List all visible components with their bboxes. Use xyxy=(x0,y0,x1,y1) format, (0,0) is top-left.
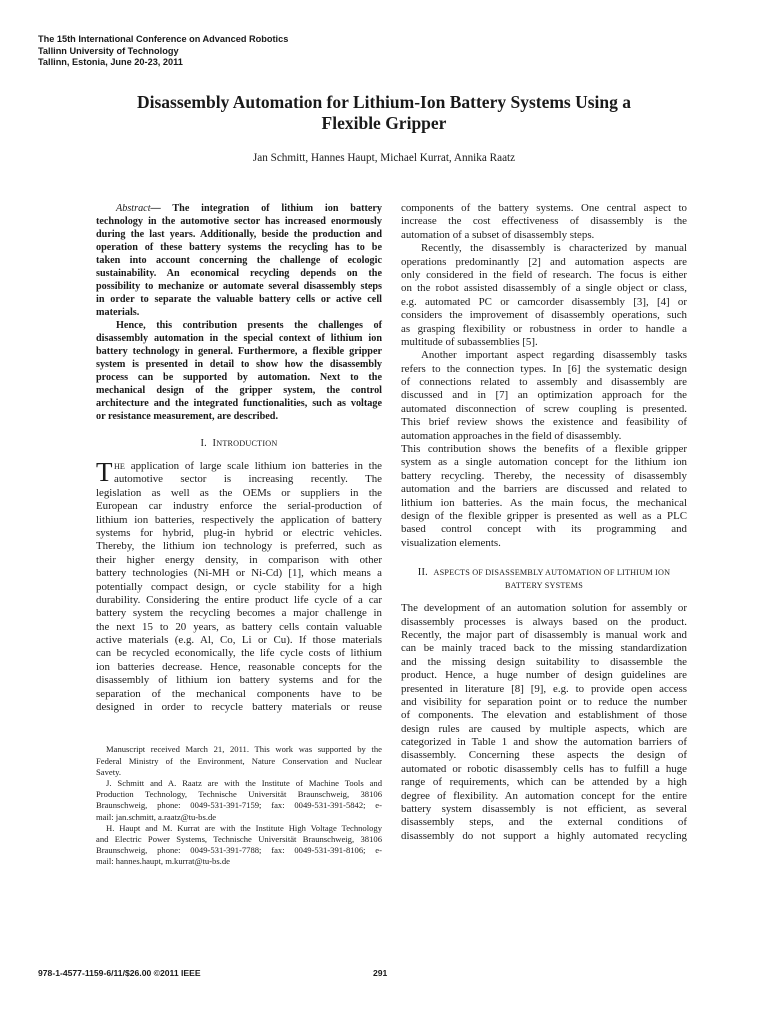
right-p1 xyxy=(401,202,687,242)
text-line: Braunschweig, phone: 0049-531-391-7159; fax: 0049-531-391-5842; e- xyxy=(96,800,382,811)
text-line: presented in literature [8] [9], e.g. to provide open access xyxy=(401,682,687,695)
text-line: Recently, the major part of disassembly is manual work and xyxy=(401,628,687,641)
text-line: battery technology in general. Furthermore, a flexible gripper xyxy=(96,346,382,357)
text-line: Thereby, the lithium ion technology is preferred, such as xyxy=(96,540,382,553)
text-line: Federal Ministry of the Environment, Nature Conservation and Nuclear xyxy=(96,755,382,766)
right-column xyxy=(401,202,687,843)
text-line: battery recycling. Thereby, the necessity of disassembly xyxy=(401,469,687,482)
text-line: possibility to mechanize or automate several disassembly steps xyxy=(96,281,382,292)
text-line: automation of a subset of disassembly steps. xyxy=(401,228,595,241)
text-line: automated or robotic disassembly cells has to fulfill a huge xyxy=(401,762,687,775)
abstract-label: Abstract xyxy=(116,203,151,214)
text-line: degree of flexibility. An automation concept for the entire xyxy=(401,789,687,802)
text-line: discussed and in [7] an optimization approach for the xyxy=(401,389,687,402)
text-line: system is presented in detail to show how the disassembly xyxy=(96,359,382,370)
abstract-p2 xyxy=(96,319,382,423)
text-line: designed in order to recycle battery materials or reuse xyxy=(96,701,382,714)
text-line: battery technologies (Ni-MH or Ni-Cd) [1], which means a xyxy=(96,567,382,580)
text-line: legislation as well as the OEMs or suppliers in the xyxy=(96,486,382,499)
text-line: and visibility for separation point or to reduce the number xyxy=(401,695,687,708)
title-line: Disassembly Automation for Lithium-Ion Battery Systems Using a xyxy=(136,92,632,112)
text-line: as grasping flexibility or robustness in order to handle a xyxy=(401,322,687,335)
text-line: design rules are caused by multiple aspects, which are xyxy=(401,722,687,735)
text-line: e.g. automated PC or camcorder disassembly [3], [4] or xyxy=(401,295,687,308)
body-line: HE application of large scale lithium ion batteries in the xyxy=(114,460,382,472)
conference-name: The 15th International Conference on Advanced Robotics xyxy=(38,34,289,44)
text-line: of connections related to assembly and disassembly are xyxy=(401,376,687,389)
text-line: potentially compact design, or cycle stability for a high xyxy=(96,580,382,593)
text-line: Hence, this contribution presents the challenges of xyxy=(116,320,382,331)
text-line: considers the improvement of disassembly operations, such xyxy=(401,309,687,322)
text-line: their higher energy density, in comparison with other xyxy=(96,553,382,566)
text-line: Production Technology, Technische Universität Braunschweig, 38106 xyxy=(96,789,382,800)
text-line: automation and the barriers are discussed and related to xyxy=(401,483,687,496)
text-line: Savety. xyxy=(96,766,121,777)
drop-cap: T xyxy=(96,457,113,487)
text-line: active materials (e.g. Al, Co, Li or Cu). If those materials xyxy=(96,634,382,647)
left-column xyxy=(96,202,382,867)
text-line: Another important aspect regarding disassembly tasks xyxy=(421,349,687,362)
text-line: J. Schmitt and A. Raatz are with the Institute of Machine Tools and xyxy=(106,777,382,788)
text-line: mechanical design of the gripper system, the control xyxy=(96,385,382,396)
text-line: process can be supported by automation. Next to the xyxy=(96,372,382,383)
text-line: The development of an automation solution for assembly or xyxy=(401,602,687,615)
text-line: and the missing design suitability to disassemble the xyxy=(401,655,687,668)
text-line: automation approaches in the field of disassembly. xyxy=(401,429,622,442)
body-line: automotive sector is increasing recently. The xyxy=(114,473,382,486)
text-line: operations predominantly [2] and automation aspects are xyxy=(401,255,687,268)
right-p2 xyxy=(401,242,687,349)
text-line: can be recycled economically, the life cycle costs of lithium xyxy=(96,647,382,660)
text-line: visualization elements. xyxy=(401,536,501,549)
text-line: based control concept with its programming and xyxy=(401,523,687,536)
text-line: during the last years. Additionally, beside the production and xyxy=(96,229,382,240)
text-line: only considered in the field of research. The focus is either xyxy=(401,268,687,281)
text-line: durability. Considering the entire product life cycle of a car xyxy=(96,593,382,606)
text-line: mail: hannes.haupt, m.kurrat@tu-bs.de xyxy=(96,856,230,867)
intro-paragraph xyxy=(96,457,382,714)
text-line: of components. The elevation and establishment of those xyxy=(401,709,687,722)
text-line: battery system the recycling becomes a major challenge in xyxy=(96,607,382,620)
title-line: Flexible Gripper xyxy=(321,113,447,133)
text-line: in order to separate the valuable battery cells or active cell xyxy=(96,294,382,305)
paper-title xyxy=(60,92,708,134)
text-line: Recently, the disassembly is characterized by manual xyxy=(421,242,687,255)
text-line: architecture and the integrated functionalities, such as voltage xyxy=(96,398,382,409)
text-line: disassembly automation in the special context of lithium ion xyxy=(96,333,382,344)
text-line: technology in the automotive sector has increased enormously xyxy=(96,216,382,227)
text-line: sustainability. An economical recycling depends on the xyxy=(96,268,382,279)
text-line: range of requirements, which can be attended by a high xyxy=(401,776,687,789)
text-line: and Electric Power Systems, Technische Universität Braunschweig, 38106 xyxy=(96,833,382,844)
text-line: This brief review shows the existence and feasibility of xyxy=(401,416,687,429)
text-line: mail: jan.schmitt, a.raatz@tu-bs.de xyxy=(96,811,217,822)
text-line: operation of these battery systems the recycling has to be xyxy=(96,242,382,253)
text-line: systems for hybrid, plug-in hybrid or electric vehicles. xyxy=(96,526,382,539)
text-line: European car industry enforce the serial-production of xyxy=(96,500,382,513)
author-list: Jan Schmitt, Hannes Haupt, Michael Kurrat, Annika Raatz xyxy=(252,152,516,164)
conference-date: Tallinn, Estonia, June 20-23, 2011 xyxy=(38,57,183,67)
text-line: refers to the connection types. In [6] the systematic design xyxy=(401,362,687,375)
section-heading-cont: BATTERY SYSTEMS xyxy=(505,581,583,591)
abstract xyxy=(96,202,382,423)
text-line: Braunschweig, phone: 0049-531-391-7788; fax: 0049-531-391-8106; e- xyxy=(96,845,382,856)
right-p4 xyxy=(401,443,687,550)
text-line: can be mainly traced back to the missing standardization xyxy=(401,642,687,655)
section2-lines xyxy=(401,602,687,843)
footnote xyxy=(96,744,382,867)
text-line: materials. xyxy=(96,307,140,318)
text-line: This contribution shows the benefits of a flexible gripper xyxy=(401,443,687,456)
abstract-p1 xyxy=(96,215,382,319)
text-line: battery system disassembly is not efficient, as several xyxy=(401,803,687,816)
text-line: disassembly processes is always based on the product. xyxy=(401,615,687,628)
intro-lines xyxy=(96,487,382,715)
abstract-line: Abstract— The integration of lithium ion battery xyxy=(116,203,382,214)
text-line: or resistance measurement, are described. xyxy=(96,411,279,422)
text-line: H. Haupt and M. Kurrat are with the Institute High Voltage Technology xyxy=(106,822,382,833)
text-line: categorized in Table 1 and show the automation barriers of xyxy=(401,736,687,749)
text-line: increase the cost effectiveness of disassembly is the xyxy=(401,215,687,228)
text-line: product. Hence, a huge number of design guidelines are xyxy=(401,669,687,682)
text-line: on the robot assisted disassembly of a single object or class, xyxy=(401,282,687,295)
text-line: disassembly of lithium ion battery systems and for the xyxy=(96,674,382,687)
section-heading: II. ASPECTS OF DISASSEMBLY AUTOMATION OF LITHIUM ION xyxy=(417,567,671,579)
right-p3 xyxy=(401,349,687,443)
text-line: design of the flexible gripper is presented as well as a PLC xyxy=(401,509,687,522)
isbn-footer: 978-1-4577-1159-6/11/$26.00 ©2011 IEEE xyxy=(38,968,201,978)
text-line: disassembly steps, and the external conditions of xyxy=(401,816,687,829)
text-line: components of the battery systems. One central aspect to xyxy=(401,202,687,214)
section-heading: I. INTRODUCTION xyxy=(200,438,278,449)
page-number: 291 xyxy=(373,968,388,978)
text-line: the next 15 to 20 years, as battery cells contain valuable xyxy=(96,620,382,633)
conference-header xyxy=(38,34,288,69)
text-line: Manuscript received March 21, 2011. This work was supported by the xyxy=(106,744,382,755)
text-line: disassembly. Concerning these aspects the design of xyxy=(401,749,687,762)
text-line: disassembly do not support a highly automated recycling xyxy=(401,829,687,842)
text-line: lithium ion batteries. As the main focus, the mechanical xyxy=(401,496,687,509)
text-line: separation of the mechanical components have to be xyxy=(96,687,382,700)
text-line: system as a single automation concept for the lithium ion xyxy=(401,456,687,469)
text-line: ion batteries decrease. Hence, reasonable concepts for the xyxy=(96,660,382,673)
text-line: automated disconnection of screw coupling is presented. xyxy=(401,402,687,415)
text-line: multitude of subassemblies [5]. xyxy=(401,335,538,348)
text-line: taken into account concerning the challenge of ecologic xyxy=(96,255,382,266)
text-line: lithium ion batteries, respectively the application of battery xyxy=(96,513,382,526)
conference-venue: Tallinn University of Technology xyxy=(38,45,179,56)
